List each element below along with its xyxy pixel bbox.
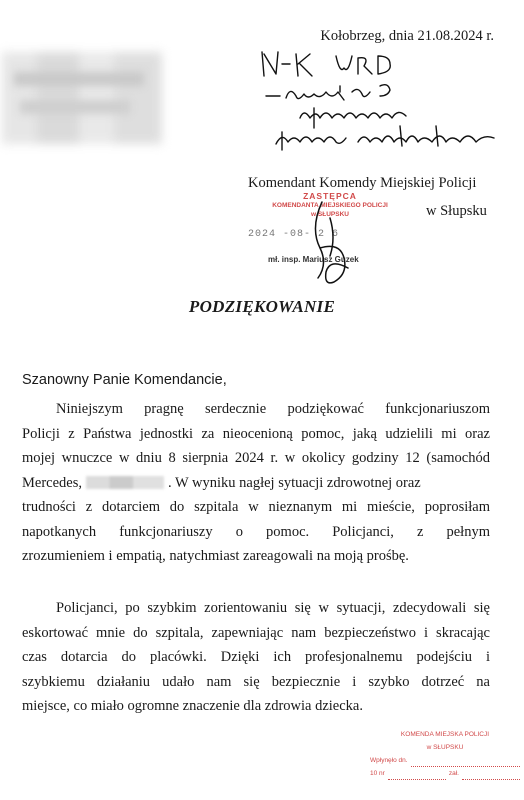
paragraph-line: zrozumieniem i empatią, natychmiast zareagowali na moją prośbę. (22, 548, 409, 564)
received-stamp-line-1: KOMENDA MIEJSKA POLICJI (400, 731, 490, 738)
received-stamp-label: Wpłynęło dn. (370, 757, 408, 764)
received-stamp-label: 10 nr (370, 770, 385, 777)
paragraph-2 (22, 596, 490, 719)
stamp-date: 2024 -08- 2 6 (248, 229, 340, 240)
stamp-line-3: w SŁUPSKU (311, 211, 349, 218)
received-stamp-label: zał. (448, 770, 459, 777)
stamp-name: mł. insp. Mariusz Guzek (268, 255, 359, 264)
paragraph-line: czas dotarcia do placówki. Dzięki ich profesjonalnemu podejściu i (22, 649, 490, 665)
paragraph-line: miejsce, co miało ogromne znaczenie dla zdrowia dziecka. (22, 698, 363, 714)
handwritten-signature (300, 198, 360, 288)
addressee-line-1: Komendant Komendy Miejskiej Policji (248, 175, 477, 191)
redacted-sender-line (20, 100, 130, 114)
paragraph-line: mojej wnuczce w dniu 8 sierpnia 2024 r. w okolicy godziny 12 (samochód (22, 450, 490, 466)
document-title: PODZIĘKOWANIE (188, 297, 336, 316)
paragraph-line: Policjanci, po szybkim zorientowaniu się w sytuacji, zdecydowali się (56, 600, 490, 616)
handwritten-annotation (240, 46, 510, 166)
paragraph-line-part: Mercedes, (22, 474, 82, 491)
paragraph-line: trudności z dotarciem do szpitala w nieznanym mi mieście, poprosiłam (22, 499, 490, 515)
place-and-date: Kołobrzeg, dnia 21.08.2024 r. (320, 28, 494, 44)
redacted-sender-block (2, 52, 162, 144)
redacted-sender-line (14, 72, 144, 86)
stamp-line-1: ZASTĘPCA (303, 191, 357, 201)
paragraph-line: Niniejszym pragnę serdecznie podziękować funkcjonariuszom (56, 401, 490, 417)
paragraph-line: eskortować mnie do szpitala, zapewniając nam bezpieczeństwo i skracając (22, 624, 490, 641)
received-stamp-number-row (370, 767, 520, 780)
paragraph-line-part: . W wyniku nagłej sytuacji zdrowotnej oraz (167, 474, 421, 491)
received-stamp-date-row (370, 754, 520, 767)
received-stamp-line-2: w SŁUPSKU (426, 744, 464, 751)
paragraph-line (22, 471, 490, 496)
paragraph-line: napotkanych funkcjonariuszy o pomoc. Policjanci, z pełnym (22, 523, 490, 540)
paragraph-line: szybkiemu działaniu udało nam się bezpiecznie i szybko dotrzeć na (22, 673, 490, 690)
salutation: Szanowny Panie Komendancie, (22, 372, 227, 388)
stamp-line-2: KOMENDANTA MIEJSKIEGO POLICJI (272, 202, 388, 209)
redacted-plate (86, 476, 164, 489)
addressee-line-2: w Słupsku (426, 203, 487, 219)
paragraph-line: Policji z Państwa jednostki za nieocenioną pomoc, jaką udzielili mi oraz (22, 425, 490, 442)
paragraph-1 (22, 397, 490, 569)
received-stamp (370, 728, 520, 780)
